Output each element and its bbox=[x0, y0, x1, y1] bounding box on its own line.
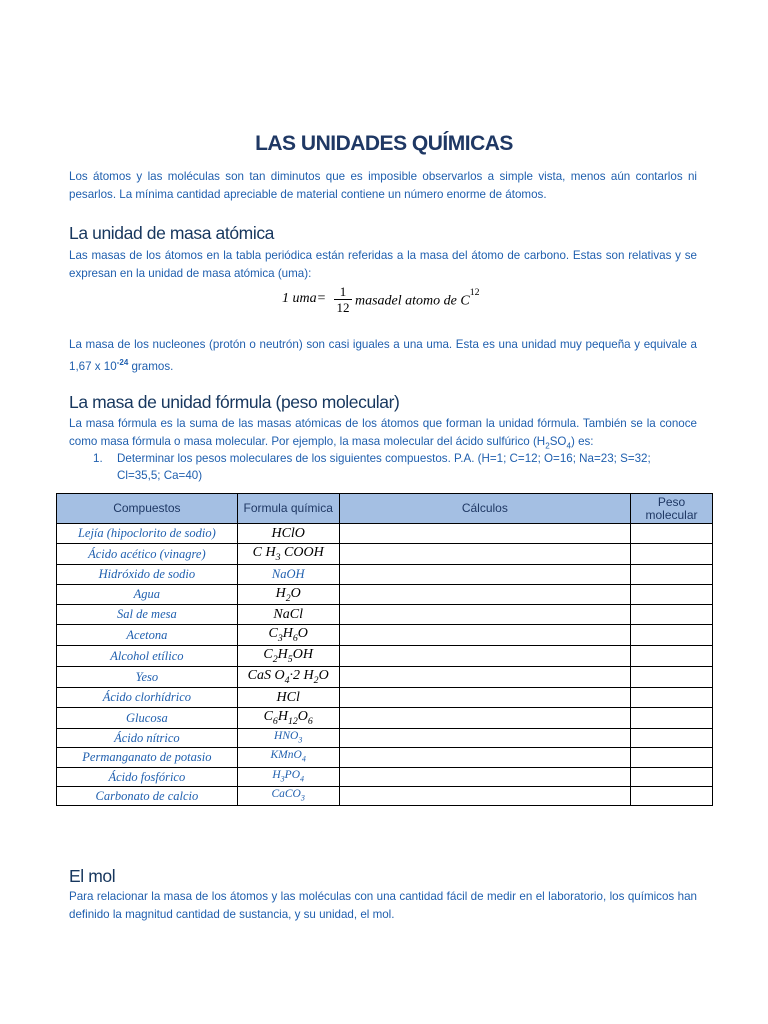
list-text: Determinar los pesos moleculares de los siguientes compuestos. P.A. (H=1; C=12; O=16; Na=23; S=32; Cl=35,5; Ca=40) bbox=[117, 452, 651, 482]
compound-name: Ácido nítrico bbox=[57, 729, 238, 748]
table-header-row bbox=[57, 494, 713, 524]
compound-name: Agua bbox=[57, 585, 238, 605]
compound-name: Hidróxido de sodio bbox=[57, 565, 238, 585]
weight-cell[interactable] bbox=[631, 544, 713, 565]
table-row bbox=[57, 544, 713, 565]
calc-cell[interactable] bbox=[339, 767, 630, 786]
weight-cell[interactable] bbox=[631, 748, 713, 767]
pm-sub2: 4 bbox=[566, 440, 571, 450]
compound-name: Permanganato de potasio bbox=[57, 748, 238, 767]
compound-formula: C $H_3$ COOH bbox=[237, 544, 339, 565]
compounds-table bbox=[56, 493, 713, 806]
compound-name: Ácido acético (vinagre) bbox=[57, 544, 238, 565]
calc-cell[interactable] bbox=[339, 688, 630, 708]
header-calculos: Cálculos bbox=[339, 494, 630, 524]
weight-cell[interactable] bbox=[631, 524, 713, 544]
table-row bbox=[57, 625, 713, 646]
weight-cell[interactable] bbox=[631, 729, 713, 748]
formula-numerator: 1 bbox=[339, 284, 347, 299]
header-peso: Peso molecular bbox=[631, 494, 713, 524]
uma-paragraph: Las masas de los átomos en la tabla periódica están referidas a la masa del átomo de carbono. Estas son relativas y se expresan en la unidad de masa atómica (uma): bbox=[69, 249, 697, 280]
nucleon-paragraph bbox=[69, 336, 697, 375]
compound-name: Ácido fosfórico bbox=[57, 767, 238, 786]
compound-formula: CaS $O_4\cdot 2$ $H_2O$ bbox=[237, 667, 339, 688]
weight-cell[interactable] bbox=[631, 585, 713, 605]
header-formula: Formula química bbox=[237, 494, 339, 524]
compound-formula: $C_3H_6O$ bbox=[237, 625, 339, 646]
compound-formula: CaCO$_3$ bbox=[237, 786, 339, 805]
table-row bbox=[57, 748, 713, 767]
compound-formula: $C_2H_5OH$ bbox=[237, 646, 339, 667]
compound-formula: NaOH bbox=[237, 565, 339, 585]
heading-uma: La unidad de masa atómica bbox=[69, 223, 274, 243]
weight-cell[interactable] bbox=[631, 786, 713, 805]
nucleon-text: La masa de los nucleones (protón o neutrón) son casi iguales a una uma. Esta es una unidad muy pequeña y equivale a 1,67 x 10 bbox=[69, 338, 697, 373]
formula-rhs bbox=[355, 287, 480, 310]
table-row bbox=[57, 524, 713, 544]
compound-formula: HClO bbox=[237, 524, 339, 544]
weight-cell[interactable] bbox=[631, 625, 713, 646]
heading-mol: El mol bbox=[69, 866, 116, 886]
pm-text-end: ) es: bbox=[570, 434, 594, 448]
heading-peso-molecular: La masa de unidad fórmula (peso molecular) bbox=[69, 392, 400, 412]
weight-cell[interactable] bbox=[631, 767, 713, 786]
calc-cell[interactable] bbox=[339, 565, 630, 585]
pm-text-mid: SO bbox=[549, 434, 567, 448]
intro-paragraph: Los átomos y las moléculas son tan diminutos que es imposible observarlos a simple vista, menos aún contarlos ni pesarlos. La mínima cantidad apreciable de material contiene un número enorme de átomos. bbox=[69, 170, 697, 201]
compound-formula: $H_2O$ bbox=[237, 585, 339, 605]
formula-superscript: 12 bbox=[469, 287, 480, 298]
table-row bbox=[57, 688, 713, 708]
compound-name: Carbonato de calcio bbox=[57, 786, 238, 805]
header-compuestos: Compuestos bbox=[57, 494, 238, 524]
calc-cell[interactable] bbox=[339, 786, 630, 805]
nucleon-text-end: gramos. bbox=[128, 359, 174, 373]
nucleon-exponent: -24 bbox=[116, 357, 129, 367]
compound-name: Yeso bbox=[57, 667, 238, 688]
compound-formula: $HNO_3$ bbox=[237, 729, 339, 748]
weight-cell[interactable] bbox=[631, 646, 713, 667]
calc-cell[interactable] bbox=[339, 585, 630, 605]
compound-name: Acetona bbox=[57, 625, 238, 646]
calc-cell[interactable] bbox=[339, 667, 630, 688]
pm-sub1: 2 bbox=[545, 440, 550, 450]
compound-formula: $H_3PO_4$ bbox=[237, 767, 339, 786]
calc-cell[interactable] bbox=[339, 524, 630, 544]
compound-name: Sal de mesa bbox=[57, 605, 238, 625]
weight-cell[interactable] bbox=[631, 708, 713, 729]
table-row bbox=[57, 667, 713, 688]
table-row bbox=[57, 729, 713, 748]
table-row bbox=[57, 585, 713, 605]
compound-name: Alcohol etílico bbox=[57, 646, 238, 667]
pm-paragraph bbox=[69, 415, 697, 454]
table-row bbox=[57, 646, 713, 667]
compound-name: Lejía (hipoclorito de sodio) bbox=[57, 524, 238, 544]
weight-cell[interactable] bbox=[631, 605, 713, 625]
compound-name: Ácido clorhídrico bbox=[57, 688, 238, 708]
weight-cell[interactable] bbox=[631, 667, 713, 688]
calc-cell[interactable] bbox=[339, 748, 630, 767]
compound-formula: NaCl bbox=[237, 605, 339, 625]
table-row bbox=[57, 565, 713, 585]
calc-cell[interactable] bbox=[339, 625, 630, 646]
calc-cell[interactable] bbox=[339, 646, 630, 667]
pm-text: La masa fórmula es la suma de las masas atómicas de los átomos que forman la unidad fórmula. También se la conoce como masa fórmula o masa molecular. Por ejemplo, la masa molecular del ácido sulfúrico (H bbox=[69, 417, 697, 448]
page-title: LAS UNIDADES QUÍMICAS bbox=[255, 132, 513, 155]
formula-rhs-text: masadel atomo de C bbox=[355, 293, 470, 309]
formula-lhs: 1 uma= bbox=[282, 291, 327, 306]
calc-cell[interactable] bbox=[339, 544, 630, 565]
mol-paragraph: Para relacionar la masa de los átomos y las moléculas con una cantidad fácil de medir en el laboratorio, los químicos han definido la magnitud cantidad de sustancia, y su unidad, el mol. bbox=[69, 890, 697, 921]
uma-formula bbox=[282, 284, 502, 320]
weight-cell[interactable] bbox=[631, 565, 713, 585]
compound-formula: KMnO$_4$ bbox=[237, 748, 339, 767]
table-row bbox=[57, 767, 713, 786]
list-number: 1. bbox=[93, 452, 103, 465]
formula-fraction bbox=[334, 284, 352, 315]
compound-formula: $C_6H_{12}O_6$ bbox=[237, 708, 339, 729]
calc-cell[interactable] bbox=[339, 729, 630, 748]
formula-denominator: 12 bbox=[336, 300, 350, 315]
compound-name: Glucosa bbox=[57, 708, 238, 729]
weight-cell[interactable] bbox=[631, 688, 713, 708]
calc-cell[interactable] bbox=[339, 708, 630, 729]
table-row bbox=[57, 786, 713, 805]
calc-cell[interactable] bbox=[339, 605, 630, 625]
table-row bbox=[57, 708, 713, 729]
table-row bbox=[57, 605, 713, 625]
compound-formula: HCl bbox=[237, 688, 339, 708]
